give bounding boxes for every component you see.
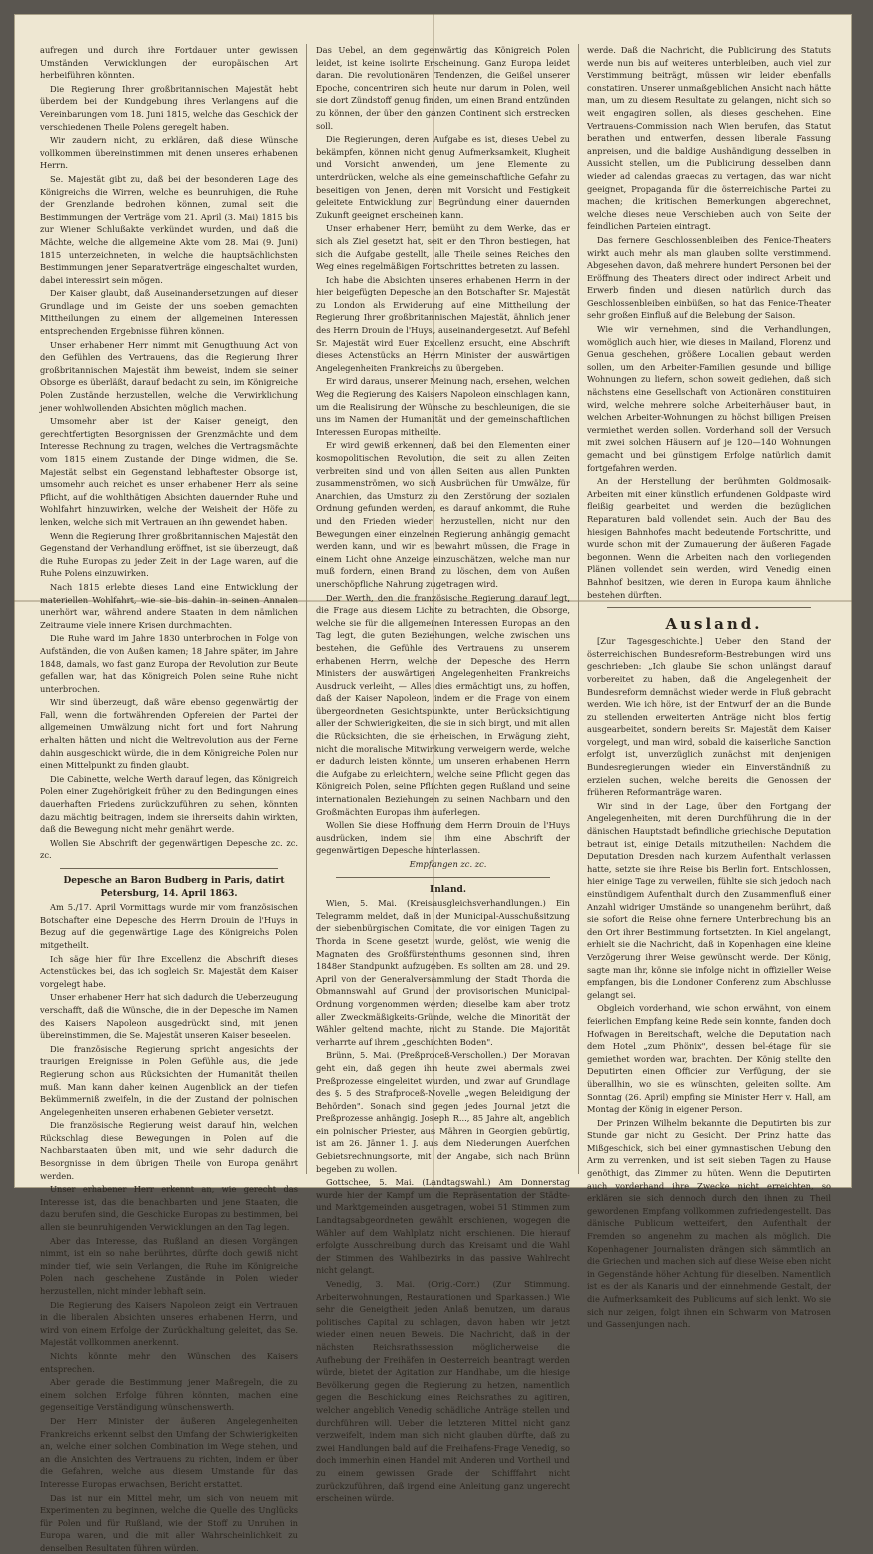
paragraph: Aber gerade die Bestimmung jener Maßregeln, die zu einem solchen Erfolge führen könnten, machen eine gegenseitige Verständigung wünschenswerth. bbox=[40, 1376, 298, 1414]
paragraph: Wir sind in der Lage, über den Fortgang der Angelegenheiten, mit deren Durchführung die in der dänischen Hauptstadt befindliche griechische Deputation betraut ist, einige Details mitzutheilen: Nachdem die Deputation Dresden nach kurzem Aufenthalt verlassen hatte, setzte sie ihre Reise bis Berlin fort. Entschlossen, hier einige Tage zu verweilen, fühlte sie sich jedoch nach einstündigem Aufenthalt durch den Zusammenfluß einer Anzahl widriger Umstände so unangenehm berührt, daß sie sofort die Reise ohne fernere Unterbrechung bis an den Ort ihrer Bestimmung fortsetzten. In Kiel angelangt, erhielt sie die Nachricht, daß in Kopenhagen eine kleine Verzögerung ihrer Weise gewünscht werde. Der König, sagte man ihr, könne sie infolge nicht in offizieller Weise empfangen, bis die Londoner Conferenz zum Abschlusse gelangt sei. bbox=[587, 800, 831, 1002]
paragraph: Umsomehr aber ist der Kaiser geneigt, den gerechtfertigten Besorgnissen der Grenzmächte und dem Interesse Rechnung zu tragen, welches die Vertragsmächte vom 1815 einem Zustande der Dinge widmen, die Se. Majestät selbst ein Gegenstand lebhaftester Obsorge ist, umsomehr auch reichet es unser erhabener Herr als seine Pflicht, auf die wohlthätigen Absichten dauernder Ruhe und Wohlfahrt hinzuwirken, welche der Weisheit der Höfe zu lenken, welche sich mit Vertrauen an ihn gewendet haben. bbox=[40, 415, 298, 528]
paragraph: Das fernere Geschlossenbleiben des Fenice-Theaters wirkt auch mehr als man glauben sollte verstimmend. Abgesehen davon, daß mehrere hundert Personen bei der Eröffnung des Theaters direct oder indirect Arbeit und Erwerb finden und diesen natürlich durch das Geschlossenbleiben einbüßen, so hat das Fenice-Theater sehr großen Einfluß auf die Belebung der Saison. bbox=[587, 234, 831, 322]
paragraph: Die Regierung des Kaisers Napoleon zeigt ein Vertrauen in die liberalen Absichten unseres erhabenen Herrn, und wird von einem Erfolge der Zurückhaltung geleitet, das Se. Majestät vollkommen anerkennt. bbox=[40, 1299, 298, 1349]
paragraph: Venedig, 3. Mai. (Orig.-Corr.) (Zur Stimmung. Arbeiterwohnungen, Restaurationen und Sparkassen.) Wie sehr die Geneigtheit jeden Anlaß benutzen, um daraus politisches Capital zu schlagen, davon haben wir jetzt wieder einen neuen Beweis. Die Nachricht, daß in der nächsten Reichsrathssession möglicherweise die Aufhebung der Freihäfen in Oesterreich beantragt werden würde, bietet der Agitation zur Handhabe, um die hiesige Bevölkerung gegen die Regierung zu hetzen, namentlich gegen die Beschickung eines Reichsrathes zu agitiren, welcher angeblich Venedig schädliche Anträge stellen und durchführen will. Ueber die letzteren Mittel nicht ganz verzweifelt, indem man sich nicht glauben dürfte, daß zu zwei Handlungen bald auf die Freihafens-Frage Venedig, so doch immerhin einen Handel mit Anderen und Vortheil und zu einem gewissen Grade der Schifffahrt nicht zurückzuführen, daß irgend eine Anleitung ganz ungerecht erscheinen würde. bbox=[316, 1278, 570, 1505]
paragraph: Wollen Sie Abschrift der gegenwärtigen Depesche zc. zc. zc. bbox=[40, 837, 298, 862]
paragraph: Die französische Regierung spricht angesichts der traurigen Ereignisse in Polen Gefühle aus, die jede Regierung schon aus Rücksichten der Humanität theilen muß. Man kann daher keinen Augenblick an der tiefen Bekümmerniß zweifeln, in die der Zustand der polnischen Angelegenheiten unseren erhabenen Gebieter versetzt. bbox=[40, 1043, 298, 1119]
paragraph: Brünn, 5. Mai. (Preßproceß-Verschollen.) Der Moravan geht ein, daß gegen ihn heute zwei abermals zwei Preßprozesse eingeleitet wurden, und zwar auf Grundlage des §. 5 des Strafproceß-Novelle „wegen Beleidigung der Behörden". Sonach sind gegen jedes Journal jetzt die Preßprozesse anhängig. Joseph R..., 85 Jahre alt, angeblich ein polnischer Priester, aus Mähren in Georgien gebürtig, ist am 26. Jänner 1. J. aus dem Niederungen Auerfchen Gebietsrechnungsorte, mit der Angabe, sich nach Brünn begeben zu wollen. bbox=[316, 1049, 570, 1175]
paragraph: Unser erhabener Herr, bemüht zu dem Werke, das er sich als Ziel gesetzt hat, seit er den Thron bestiegen, hat sich die Aufgabe gestellt, alle Theile seines Reiches den Weg eines regelmäßigen Fortschrittes betreten zu lassen. bbox=[316, 222, 570, 272]
paragraph: Wir sind überzeugt, daß wäre ebenso gegenwärtig der Fall, wenn die fortwährenden Opfereien der Partei der allgemeinen Umwälzung nicht fort und fort Nahrung erhalten hätten und nicht die Weltrevolution aus der Ferne dahin ausgeschickt würde, die in dem Königreiche Polen nur einen Mittelpunkt zu finden glaubt. bbox=[40, 696, 298, 772]
column-left bbox=[40, 44, 298, 1174]
paragraph: Die Regierung Ihrer großbritannischen Majestät hebt überdem bei der Kundgebung ihres Verlangens auf die Vereinbarungen vom 18. Juni 1815, welche das Geschick der verschiedenen Theile Polens geregelt haben. bbox=[40, 83, 298, 133]
paragraph: Se. Majestät gibt zu, daß bei der besonderen Lage des Königreichs die Wirren, welche es beunruhigen, die Ruhe der Grenzlande bedrohen können, zumal seit die Bestimmungen der Verträge vom 21. April (3. Mai) 1815 bis zur Wiener Schlußakte verkündet wurden, und daß die Mächte, welche die allgemeine Akte vom 28. Mai (9. Juni) 1815 unterzeichneten, in welche die hauptsächlichsten Bestimmungen jener Separatverträge eingeschaltet wurden, dabei interessirt sein mögen. bbox=[40, 173, 298, 286]
paragraph: Obgleich vorderhand, wie schon erwähnt, von einem feierlichen Empfang keine Rede sein konnte, fanden doch Hofwagen in Bereitschaft, welche die Deputation nach dem Hotel „zum Phönix", dessen bel-étage für sie gemiethet worden war, brachten. Der König stellte den Deputirten einen Officier zur Verfügung, der sie überallhin, wo sie es wünschten, geleiten sollte. Am Sonntag (26. April) empfing sie Minister Herr v. Hall, am Montag der König in eigener Person. bbox=[587, 1002, 831, 1115]
paragraph: Der Herr Minister der äußeren Angelegenheiten Frankreichs erkennt selbst den Umfang der Schwierigkeiten an, welche einer solchen Combination im Wege stehen, und an die Ansichten des Vertrauens zu richten, indem er über die Gefahren, welche aus diesem Umstande für das Interesse Europas erwachsen, Bericht erstattet. bbox=[40, 1415, 298, 1491]
paragraph: [Zur Tagesgeschichte.] Ueber den Stand der österreichischen Bundesreform-Bestrebungen wird uns geschrieben: „Ich glaube Sie schon unlängst darauf vorbereitet zu haben, daß die Angelegenheit der Bundesreform demnächst wieder werde in Fluß gebracht werden. Wie ich höre, ist der Entwurf der an die Bunde zu stellenden erweiterten Anträge nicht blos fertig ausgearbeitet, sondern bereits Sr. Majestät dem Kaiser vorgelegt, und man wird, sobald die kaiserliche Sanction erfolgt ist, unverzüglich zunächst mit denjenigen Bundesregierungen wieder ein Einverständniß zu erzielen suchen, welche bereits die Genossen der früheren Reformanträge waren. bbox=[587, 635, 831, 799]
newspaper-page bbox=[14, 14, 852, 1188]
paragraph: Wenn die Regierung Ihrer großbritannischen Majestät den Gegenstand der Verhandlung eröffnet, ist sie überzeugt, daß die Ruhe Europas zu jeder Zeit in der Lage waren, auf die Ruhe Polens einzuwirken. bbox=[40, 530, 298, 580]
paragraph: Die Regierungen, deren Aufgabe es ist, dieses Uebel zu bekämpfen, können nicht genug Aufmerksamkeit, Klugheit und Vorsicht anwenden, um jene Elemente zu unterdrücken, welche als eine gemeinschaftliche Gefahr zu beseitigen von Jenen, deren mit Vorsicht und Festigkeit geleitete Entwicklung zur Begründung einer dauernden Zukunft geeignet erscheinen kann. bbox=[316, 133, 570, 221]
paragraph: Am 5./17. April Vormittags wurde mir vom französischen Botschafter eine Depesche des Herrn Drouin de l'Huys in Bezug auf die gegenwärtige Lage des Königreichs Polen mitgetheilt. bbox=[40, 901, 298, 951]
closing-formula: Empfangen zc. zc. bbox=[316, 858, 570, 871]
paragraph: Unser erhabener Herr nimmt mit Genugthuung Act von den Gefühlen des Vertrauens, das die Regierung Ihrer großbritannischen Majestät ihm beweist, indem sie seiner Obsorge es überläßt, darauf bedacht zu sein, im Königreiche Polen Zustände herzustellen, welche die Verwirklichung jener wohlwollenden Absichten möglich machen. bbox=[40, 339, 298, 415]
column-rule-2 bbox=[578, 44, 579, 1174]
dispatch-heading: Depesche an Baron Budberg in Paris, datirt Petersburg, 14. April 1863. bbox=[40, 875, 298, 900]
paragraph: Er wird gewiß erkennen, daß bei den Elementen einer kosmopolitischen Revolution, die seit zu allen Zeiten verbreiten sind und von allen Seiten aus allen Punkten zusammenströmen, wo sich Ausbrüchen für Umwälze, für Anarchien, das Umsturz zu den Zerstörung der sozialen Ordnung gefunden werden, es darauf ankommt, die Ruhe und den Frieden wieder herzustellen, nicht nur den Bewegungen einer einzelnen Regierung anhängig gemacht werden kann, und wir es bewahrt müssen, die Frage in einem Licht ohne Anzeige einzuschätzen, welche man nur muß fordern, einen Brand zu löschen, dem von Außen unerschöpfliche Nahrung zugetragen wird. bbox=[316, 439, 570, 590]
paragraph: Nach 1815 erlebte dieses Land eine Entwicklung der materiellen Wohlfahrt, wie sie bis dahin in seinen Annalen unerhört war, während andere Staaten in dem nämlichen Zeitraume viele innere Krisen durchmachten. bbox=[40, 581, 298, 631]
paragraph: An der Herstellung der berühmten Goldmosaik-Arbeiten mit einer künstlich erfundenen Goldpaste wird fleißig gearbeitet und werden die bezüglichen Reparaturen bald vollendet sein. Auch der Bau des hiesigen Bahnhofes macht bedeutende Fortschritte, und wurde schon mit der Zumauerung der äußeren Fagade begonnen. Wenn die Arbeiten nach den vorliegenden Plänen vollendet sein werden, wird Venedig einen Bahnhof besitzen, wie deren in Europa kaum ähnliche bestehen dürften. bbox=[587, 475, 831, 601]
paragraph: Der Werth, den die französische Regierung darauf legt, die Frage aus diesem Lichte zu betrachten, die Obsorge, welche sie für die allgemeinen Interessen Europas an den Tag legt, die guten Beziehungen, welche zwischen uns bestehen, die Gefühle des Vertrauens zu unserem erhabenen Herrn, welche der Depesche des Herrn Ministers der auswärtigen Angelegenheiten Frankreichs Ausdruck verleiht, — Alles dies ermächtigt uns, zu hoffen, daß der Kaiser Napoleon, indem er die Frage von einem übergeordneten Gesichtspunkte, unter Berücksichtigung aller der Schwierigkeiten, die sie in sich birgt, und mit allen die Rücksichten, die sie erheischen, in Erwägung zieht, nicht die moralische Mitwirkung verweigern werde, welche er dadurch leisten könnte, um unseren erhabenen Herrn die Aufgabe zu erleichtern, welche seine Pflicht gegen das Königreich Polen, seine Pflichten gegen Rußland und seine internationalen Beziehungen zu seinen Nachbarn und den Großmächten Europas ihm auferlegen. bbox=[316, 592, 570, 819]
section-rule bbox=[60, 868, 278, 869]
column-right bbox=[587, 44, 831, 1174]
paragraph: Unser erhabener Herr erkennt an, wie gerecht das Interesse ist, das die benachbarten und jene Staaten, die dazu berufen sind, die Geschicke Europas zu bestimmen, bei allen sie beunruhigenden Verwicklungen an den Tag legen. bbox=[40, 1183, 298, 1233]
paragraph: Das ist nur ein Mittel mehr, um sich von neuem mit Experimenten zu beginnen, welche die Quelle des Unglücks für Polen und für Rußland, wie der Stoff zu Unruhen in Europa waren, und die mit aller Wahrscheinlichkeit zu denselben Resultaten führen würden. bbox=[40, 1492, 298, 1554]
paragraph: Nichts könnte mehr den Wünschen des Kaisers entsprechen. bbox=[40, 1350, 298, 1375]
paragraph: Aber das Interesse, das Rußland an diesen Vorgängen nimmt, ist ein so nahe berührtes, dürfte doch gewiß nicht minder tief, wie sein Verlangen, die Ruhe im Königreiche Polen nach geschehene Zustände in Polen wieder herzustellen, nicht minder lebhaft sein. bbox=[40, 1235, 298, 1298]
column-middle bbox=[316, 44, 570, 1174]
paragraph: Die Ruhe ward im Jahre 1830 unterbrochen in Folge von Aufständen, die von Außen kamen; 18 Jahre später, im Jahre 1848, damals, wo fast ganz Europa der Revolution zur Beute gefallen war, hat das Königreich Polen seine Ruhe nicht unterbrochen. bbox=[40, 632, 298, 695]
paragraph: Gottschee, 5. Mai. (Landtagswahl.) Am Donnerstag wurde hier der Kampf um die Repräsentation der Städte- und Marktgemeinden ausgetragen, wobei 51 Stimmen zum Landtagsabgeordneten gewählt erschienen, wogegen die Wähler auf dem Wahlplatz nicht erschienen. Die hierauf erfolgte Ausschreibung durch das Kreisamt und die Wahl der Stimmen des Wahlbezirks in das passive Wahlrecht nicht gelangt. bbox=[316, 1176, 570, 1277]
column-rule-1 bbox=[306, 44, 307, 1174]
section-heading-ausland: Ausland. bbox=[587, 614, 831, 634]
section-heading-inland: Inland. bbox=[316, 884, 570, 897]
paragraph: werde. Daß die Nachricht, die Publicirung des Statuts werde nun bis auf weiteres unterbleiben, auch viel zur Verstimmung beiträgt, müssen wir leider ebenfalls constatiren. Unserer unmaßgeblichen Ansicht nach hätte man, um zu diesem Resultate zu gelangen, nicht sich so weit engagiren sollen, als dieses geschehen. Eine Vertrauens-Commission nach Wien berufen, das Statut berathen und entwerfen, dessen liberale Fassung anpreisen, und die baldige Aushändigung desselben in Aussicht stellen, um die Publicirung desselben dann wieder ad calendas graecas zu vertagen, das war nicht geeignet, Propaganda für die österreichische Partei zu machen; die kritischen Bemerkungen abgerechnet, welche dieses neue Verschieben auch von Seite der feindlichen Parteien eintragt. bbox=[587, 44, 831, 233]
section-rule bbox=[336, 877, 550, 878]
section-rule bbox=[607, 607, 811, 608]
paragraph: Wollen Sie diese Hoffnung dem Herrn Drouin de l'Huys ausdrücken, indem sie ihm eine Abschrift der gegenwärtigen Depesche hinterlassen. bbox=[316, 819, 570, 857]
paragraph: Die französische Regierung weist darauf hin, welchen Rückschlag diese Bewegungen in Polen auf die Nachbarstaaten üben mit, und wie sehr dadurch die Besorgnisse in dem übrigen Theile von Europa genährt werden. bbox=[40, 1119, 298, 1182]
paragraph: aufregen und durch ihre Fortdauer unter gewissen Umständen Verwicklungen der europäischen Art herbeiführen könnten. bbox=[40, 44, 298, 82]
paragraph: Das Uebel, an dem gegenwärtig das Königreich Polen leidet, ist keine isolirte Erscheinung. Ganz Europa leidet daran. Die revolutionären Tendenzen, die Geißel unserer Epoche, concentriren sich heute nur darum in Polen, weil sie dort Zündstoff genug finden, um einen Brand entzünden zu können, der über den ganzen Continent sich erstrecken soll. bbox=[316, 44, 570, 132]
paragraph: Die Cabinette, welche Werth darauf legen, das Königreich Polen einer Zugehörigkeit früher zu den Bedingungen eines dauerhaften Friedens zurückzuführen zu sehen, könnten dazu mächtig beitragen, indem sie ihrerseits dahin wirkten, daß die Bewegung nicht mehr genährt werde. bbox=[40, 773, 298, 836]
paragraph: Ich säge hier für Ihre Excellenz die Abschrift dieses Actenstückes bei, das ich sogleich Sr. Majestät dem Kaiser vorgelegt habe. bbox=[40, 953, 298, 991]
paragraph: Der Kaiser glaubt, daß Auseinandersetzungen auf dieser Grundlage und im Geiste der uns soeben gemachten Mittheilungen zu einem der allgemeinen Interessen entsprechenden Ergebnisse führen können. bbox=[40, 287, 298, 337]
paragraph: Der Prinzen Wilhelm bekannte die Deputirten bis zur Stunde gar nicht zu Gesicht. Der Prinz hatte das Mißgeschick, sich bei einer gymnastischen Uebung den Arm zu verrenken, und ist seit sieben Tagen zu Hause genöthigt, das Zimmer zu hüten. Wenn die Deputirten auch vorderhand ihre Zwecke nicht erreichten, so erklären sie sich dennoch durch den ihnen zu Theil gewordenen Empfang vollkommen zufriedengestellt. Das dänische Publicum wetteifert, den Aufenthalt der Fremden so angenehm zu machen als möglich. Die Kopenhagener Journalisten drängen sich sämmtlich an die Griechen und machen sich auf diese Weise eben nicht in Gegenstände höher Achtung für dieselben. Namentlich ist es der als Kanaris und der einnehmende Gestalt, der die Aufmerksamkeit des Publicums auf sich lenkt. Wo sie sich nur zeigen, folgt ihnen ein Schwarm von Matrosen und Gassenjungen nach. bbox=[587, 1117, 831, 1331]
paragraph: Wien, 5. Mai. (Kreisausgleichsverhandlungen.) Ein Telegramm meldet, daß in der Municipal-Ausschußsitzung der siebenbürgischen Comitate, die vor einigen Tagen zu Thorda in Scene gesetzt wurde, gelöst, wie wenig die Magnaten des Großfürstenthums gesonnen sind, ihren 1848er Standpunkt aufzugeben. Es sollten am 28. und 29. April von der Generalversammlung der Stadt Thorda die Obmannswahl auf Grund der provisorischen Municipal-Ordnung vorgenommen werden; dieselbe kam aber trotz aller Zweckmäßigkeits-Gründe, welche die Minorität der Wähler geltend machte, nicht zu Stande. Die Majorität verharrte auf ihrem „geschichten Boden". bbox=[316, 897, 570, 1048]
paragraph: Er wird daraus, unserer Meinung nach, ersehen, welchen Weg die Regierung des Kaisers Napoleon einschlagen kann, um die Realisirung der Wünsche zu beschleunigen, die sie uns im Namen der Humanität und der gemeinschaftlichen Interessen Europas mitheilte. bbox=[316, 375, 570, 438]
paragraph: Wie wir vernehmen, sind die Verhandlungen, womöglich auch hier, wie dieses in Mailand, Florenz und Genua geschehen, größere Localien gebaut werden sollen, um den Arbeiter-Familien gesunde und billige Wohnungen zu liefern, schon soweit gediehen, daß sich nächstens eine Gesellschaft von Actionären constituiren wird, welche mehrere solche Arbeiterhäuser baut, in welchen Arbeiter-Wohnungen zu höchst billigen Preisen vermiethet werden sollen. Vorderhand soll der Versuch mit zwei solchen Häusern auf je 120—140 Wohnungen gemacht und bei günstigem Erfolge natürlich damit fortgefahren werden. bbox=[587, 323, 831, 474]
paragraph: Ich habe die Absichten unseres erhabenen Herrn in der hier beigefügten Depesche an den Botschafter Sr. Majestät zu London als Erwiderung auf eine Mittheilung der Regierung Ihrer großbritannischen Majestät, ähnlich jener des Herrn Drouin de l'Huys, auseinandergesetzt. Auf Befehl Sr. Majestät wird Euer Excellenz ersucht, eine Abschrift dieses Actenstücks an Herrn Minister der auswärtigen Angelegenheiten Frankreichs zu übergeben. bbox=[316, 274, 570, 375]
paragraph: Wir zaudern nicht, zu erklären, daß diese Wünsche vollkommen übereinstimmen mit denen unseres erhabenen Herrn. bbox=[40, 134, 298, 172]
paragraph: Unser erhabener Herr hat sich dadurch die Ueberzeugung verschafft, daß die Wünsche, die in der Depesche im Namen des Kaisers Napoleon ausgedrückt sind, mit jenen übereinstimmen, die Se. Majestät unseren Kaiser beseelen. bbox=[40, 991, 298, 1041]
